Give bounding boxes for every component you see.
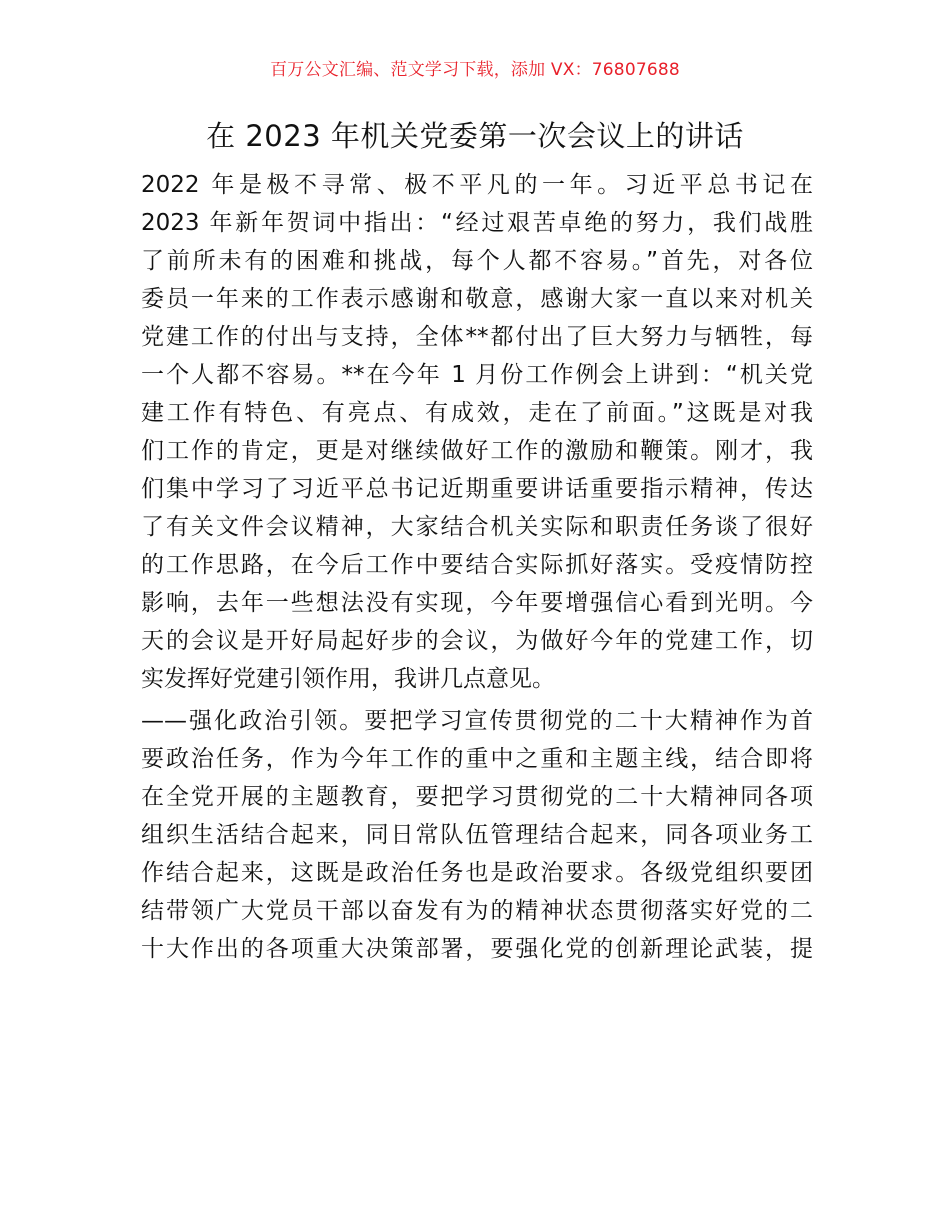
paragraph-line: 在全党开展的主题教育，要把学习贯彻党的二十大精神同各项 xyxy=(141,784,813,810)
document-body xyxy=(141,166,813,968)
paragraph-line: 2023 年新年贺词中指出：“经过艰苦卓绝的努力，我们战胜 xyxy=(141,210,813,236)
paragraph-line: ——强化政治引领。要把学习宣传贯彻党的二十大精神作为首 xyxy=(141,708,813,734)
paragraph-line: 作结合起来，这既是政治任务也是政治要求。各级党组织要团 xyxy=(141,860,813,886)
paragraph-line: 影响，去年一些想法没有实现，今年要增强信心看到光明。今 xyxy=(141,590,813,616)
paragraph-line: 党建工作的付出与支持，全体**都付出了巨大努力与牺牲，每 xyxy=(141,324,813,350)
paragraph-line: 的工作思路，在今后工作中要结合实际抓好落实。受疫情防控 xyxy=(141,552,813,578)
paragraph xyxy=(141,702,813,968)
paragraph-line: 了前所未有的困难和挑战，每个人都不容易。”首先，对各位 xyxy=(141,248,813,274)
paragraph-line: 委员一年来的工作表示感谢和敬意，感谢大家一直以来对机关 xyxy=(141,286,813,312)
paragraph-line: 们集中学习了习近平总书记近期重要讲话重要指示精神，传达 xyxy=(141,476,813,502)
paragraph-line: 组织生活结合起来，同日常队伍管理结合起来，同各项业务工 xyxy=(141,822,813,848)
paragraph-line: 建工作有特色、有亮点、有成效，走在了前面。”这既是对我 xyxy=(141,400,813,426)
paragraph-line: 一个人都不容易。**在今年 1 月份工作例会上讲到：“机关党 xyxy=(141,362,813,388)
paragraph xyxy=(141,166,813,698)
paragraph-line: 要政治任务，作为今年工作的重中之重和主题主线，结合即将 xyxy=(141,746,813,772)
paragraph-line: 结带领广大党员干部以奋发有为的精神状态贯彻落实好党的二 xyxy=(141,898,813,924)
watermark-header: 百万公文汇编、范文学习下载，添加 VX：76807688 xyxy=(270,60,680,80)
paragraph-line: 2022 年是极不寻常、极不平凡的一年。习近平总书记在 xyxy=(141,172,813,198)
paragraph-line: 们工作的肯定，更是对继续做好工作的激励和鞭策。刚才，我 xyxy=(141,438,813,464)
paragraph-line: 了有关文件会议精神，大家结合机关实际和职责任务谈了很好 xyxy=(141,514,813,540)
paragraph-line: 十大作出的各项重大决策部署，要强化党的创新理论武装，提 xyxy=(141,936,813,962)
paragraph-line: 天的会议是开好局起好步的会议，为做好今年的党建工作，切 xyxy=(141,628,813,654)
document-title: 在 2023 年机关党委第一次会议上的讲话 xyxy=(206,119,744,153)
paragraph-line: 实发挥好党建引领作用，我讲几点意见。 xyxy=(141,666,555,692)
